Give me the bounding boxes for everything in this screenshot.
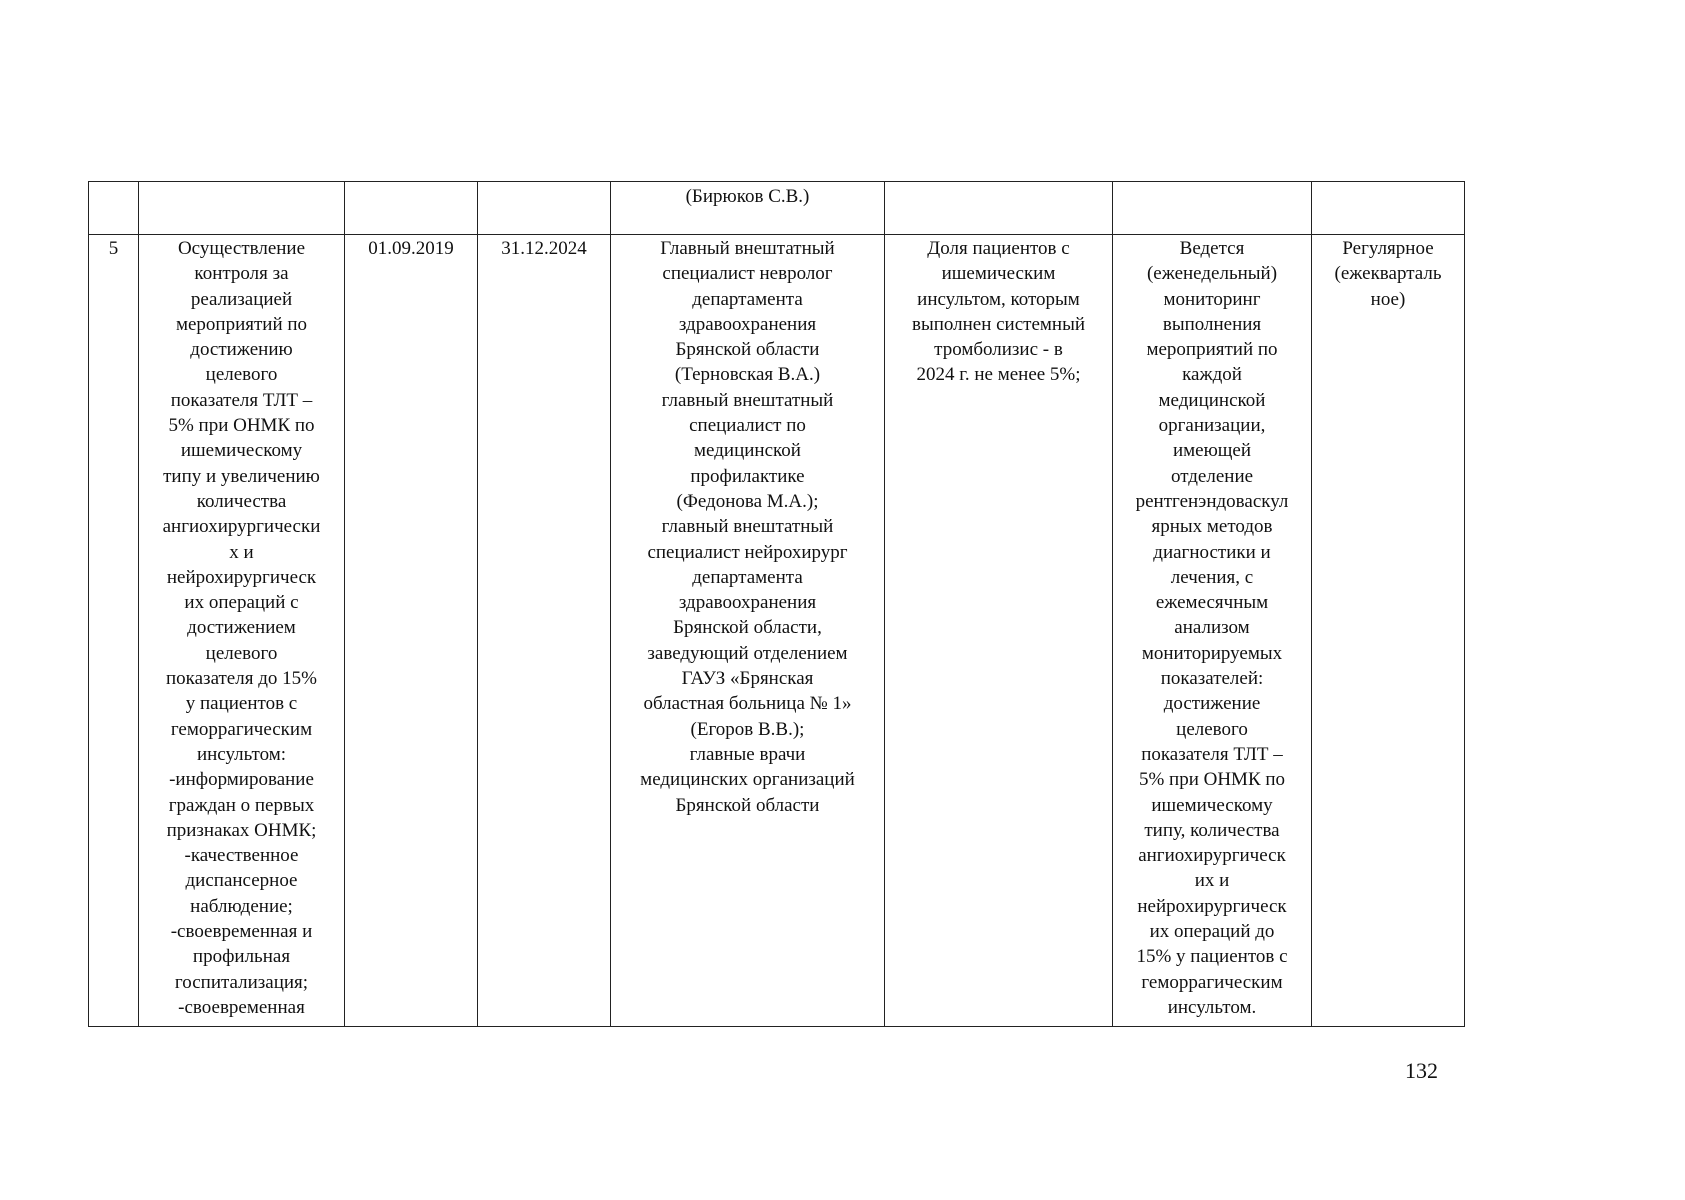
cell-responsible: [611, 182, 885, 235]
cell-action: [139, 235, 345, 1027]
cell-periodicity: [1312, 182, 1465, 235]
cell-number: [89, 235, 139, 1027]
cell-end-date: [478, 182, 611, 235]
table-row-continuation: [89, 182, 1465, 235]
cell-number: [89, 182, 139, 235]
monitoring-text: Ведется (еженедельный) мониторинг выполнения мероприятий по каждой медицинской организации, имеющей отделение рентгенэндоваскул ярных методов диагностики и лечения, с ежемесячным анализом мониторируемых показателей: достижение целевого показателя ТЛТ – 5% при ОНМК по ишемическому типу, количества ангиохирургическ их и нейрохирургическ их операций до 15% у пациентов с геморрагическим инсультом.: [1135, 238, 1289, 1018]
cell-action: [139, 182, 345, 235]
cell-indicator: [885, 182, 1113, 235]
responsible-text: Главный внештатный специалист невролог департамента здравоохранения Брянской области (Терновская В.А.) главный внештатный специалист по медицинской профилактике (Федонова М.А.); главный внештатный специалист нейрохирург департамента здравоохранения Брянской области, заведующий отделением ГАУЗ «Брянская областная больница № 1» (Егоров В.В.); главные врачи медицинских организаций Брянской области: [640, 238, 855, 816]
cell-responsible: [611, 235, 885, 1027]
cell-start-date: [345, 235, 478, 1027]
cell-end-date: [478, 235, 611, 1027]
cell-start-date: [345, 182, 478, 235]
periodicity-text: Регулярное (ежекварталь ное): [1334, 238, 1442, 310]
measures-table: [88, 181, 1465, 1027]
action-text: Осуществление контроля за реализацией мероприятий по достижению целевого показателя ТЛТ – 5% при ОНМК по ишемическому типу и увеличению количества ангиохирургически х и нейрохирургическ их операций с достижением целевого показателя до 15% у пациентов с геморрагическим инсультом: -информирование граждан о первых признаках ОНМК; -качественное диспансерное наблюдение; -своевременная и профильная госпитализация; -своевременная: [162, 238, 321, 1018]
cell-monitoring: [1113, 182, 1312, 235]
table-row-5: [89, 235, 1465, 1027]
end-date: 31.12.2024: [501, 238, 587, 259]
row-number: 5: [108, 238, 119, 259]
cell-indicator: [885, 235, 1113, 1027]
page-number: 132: [1405, 1058, 1438, 1083]
responsible-text: (Бирюков С.В.): [685, 186, 810, 207]
cell-monitoring: [1113, 235, 1312, 1027]
indicator-text: Доля пациентов с ишемическим инсультом, которым выполнен системный тромболизис - в 2024 г. не менее 5%;: [911, 238, 1086, 386]
start-date: 01.09.2019: [368, 238, 454, 259]
cell-periodicity: [1312, 235, 1465, 1027]
